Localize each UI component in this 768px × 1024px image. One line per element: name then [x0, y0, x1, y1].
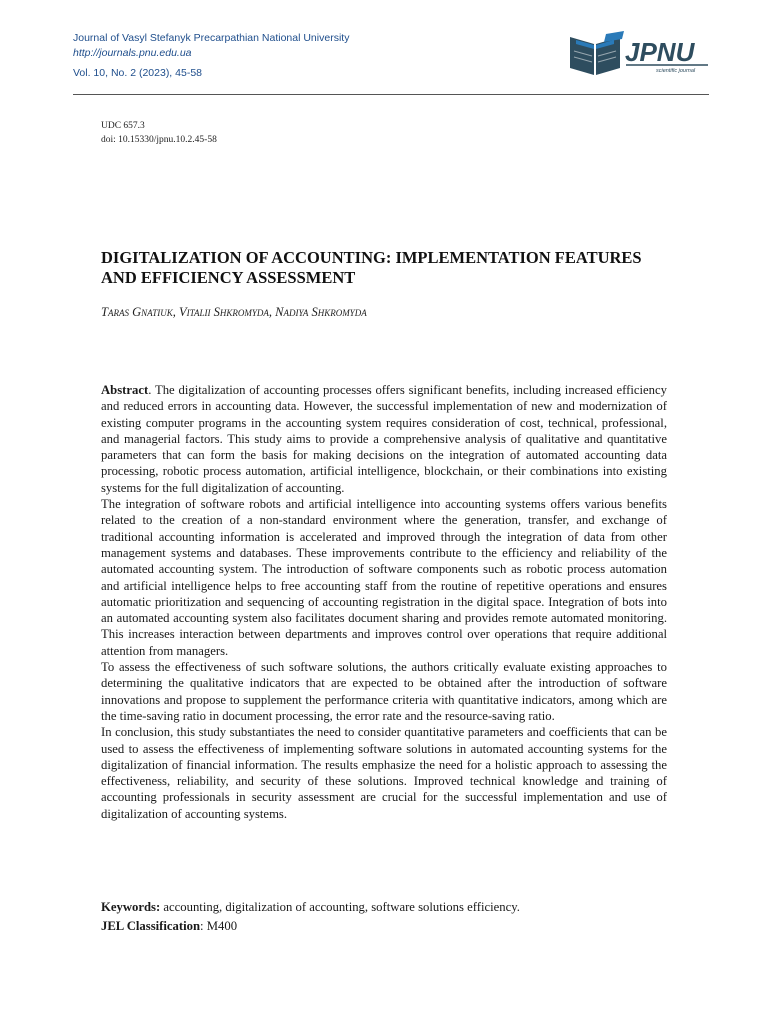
article-identifiers — [101, 119, 217, 147]
abstract — [101, 382, 667, 822]
doi[interactable]: doi: 10.15330/jpnu.10.2.45-58 — [101, 135, 217, 145]
article-authors: Taras Gnatiuk, Vitalii Shkromyda, Nadiya Shkromyda — [101, 305, 367, 319]
keywords — [101, 899, 667, 915]
abstract-paragraph: The integration of software robots and artificial intelligence into accounting systems offers various benefits related to the creation of a non-standard environment where the generation, transfer, and exchange of traditional accounting information is accelerated and improved through the integration of data from other management systems and databases. These improvements contribute to the efficiency and reliability of the automated accounting system. The introduction of software components such as robotic process automation and artificial intelligence helps to free accounting staff from the routine of repetitive operations and ensures automatic prioritization and sequencing of accounting registration in the digital space. Integration of bots into an automated accounting system also facilitates document sharing and provides remote automated monitoring. This increases interaction between departments and improves control over operations that require additional attention from managers. — [101, 497, 667, 658]
abstract-paragraph-text: . The digitalization of accounting processes offers significant benefits, including increased efficiency and reduced errors in accounting data. However, the successful implementation of new and modernization of existing computer programs in the accounting system requires consideration of cost, technical, professional, and managerial factors. This study aims to provide a comprehensive analysis of qualitative and quantitative parameters that can form the basis for making decisions on the integration of automated accounting data processing, robotic process automation, artificial intelligence, blockchain, or their combinations into existing systems for the full digitalization of accounting. — [101, 383, 667, 495]
article-title: DIGITALIZATION OF ACCOUNTING: IMPLEMENTATION FEATURES AND EFFICIENCY ASSESSMENT — [101, 248, 642, 287]
logo-text: JPNU — [625, 37, 695, 67]
keywords-label: Keywords: — [101, 900, 161, 914]
journal-url[interactable]: http://journals.pnu.edu.ua — [73, 47, 192, 59]
journal-name: Journal of Vasyl Stefanyk Precarpathian National University — [73, 32, 350, 44]
udc-code: UDC 657.3 — [101, 121, 145, 131]
header-divider — [73, 94, 709, 95]
abstract-paragraph — [101, 382, 667, 496]
abstract-paragraph: In conclusion, this study substantiates the need to consider quantitative parameters and coefficients that can be used to assess the effectiveness of implementing software solutions in automated accounting systems for the digitalization of financial information. The results emphasize the need for a holistic approach to assessing the effectiveness, reliability, and security of these solutions. Improved technical knowledge and training of accounting professionals in security assessment are crucial for the successful implementation and use of digitalization of accounting systems. — [101, 725, 667, 821]
abstract-label: Abstract — [101, 383, 149, 397]
jel-label: JEL Classification — [101, 919, 201, 933]
jel-text: : M400 — [200, 919, 238, 933]
keywords-text: accounting, digitalization of accounting, software solutions efficiency. — [160, 900, 520, 914]
journal-volume: Vol. 10, No. 2 (2023), 45-58 — [73, 67, 202, 79]
abstract-paragraph: To assess the effectiveness of such software solutions, the authors critically evaluate existing approaches to determining the qualitative indicators that are expected to be obtained after the introduction of software innovations and propose to supplement the performance criteria with quantitative indicators, among which are the time-saving ratio in document processing, the error rate and the resource-saving ratio. — [101, 660, 667, 723]
journal-logo — [568, 31, 710, 77]
open-book-icon — [568, 31, 710, 77]
jel-classification — [101, 918, 667, 934]
logo-subtext: scientific journal — [656, 68, 696, 74]
